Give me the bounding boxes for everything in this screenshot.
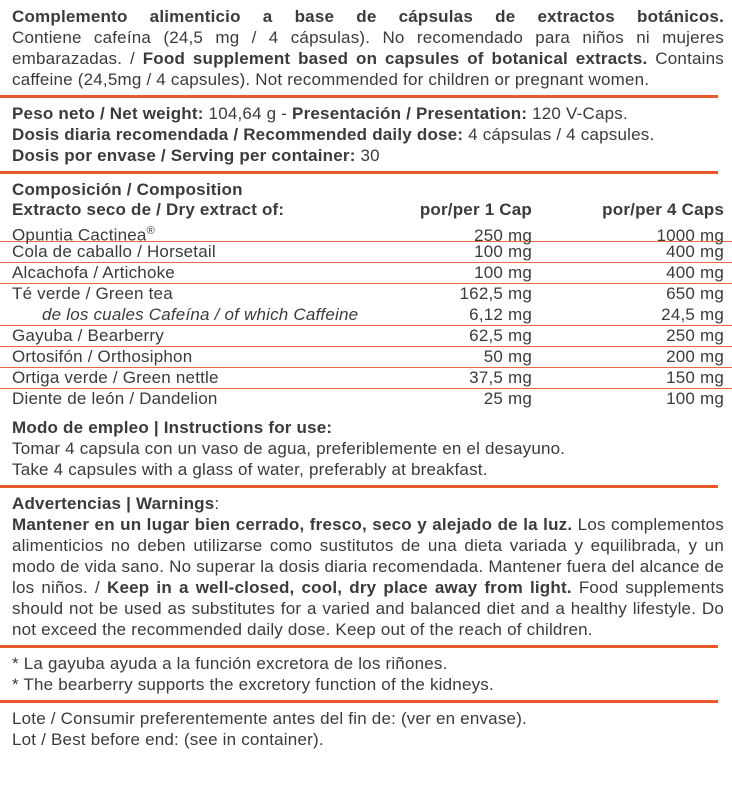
warnings-es-bold: Mantener en un lugar bien cerrado, fresco, seco y alejado de la luz. <box>12 515 573 534</box>
ingredient-name: Alcachofa / Artichoke <box>12 263 175 282</box>
daily-dose-value: 4 cápsulas / 4 capsules. <box>463 125 655 144</box>
instructions-section <box>0 417 732 480</box>
section-divider <box>0 171 718 174</box>
warnings-section <box>0 493 732 640</box>
warnings-es-body: Los complementos alimenticios no deben utilizarse como sustitutos de una dieta variada y equilibrada, y un modo de vida sano. No superar la dosis diaria recomendada. Mantener fuera del alcance de los niños. / <box>12 515 724 597</box>
section-divider <box>0 95 718 98</box>
instructions-line-es: Tomar 4 capsula con un vaso de agua, preferiblemente en el desayuno. <box>12 439 566 458</box>
ingredient-name: de los cuales Cafeína / of which Caffeine <box>42 305 359 324</box>
section-divider <box>0 700 718 703</box>
ingredient-name: Ortosifón / Orthosiphon <box>12 347 193 366</box>
warnings-en-bold: Keep in a well-closed, cool, dry place away from light. <box>107 578 572 597</box>
lot-section <box>0 708 732 750</box>
servings-value: 30 <box>355 146 380 165</box>
ingredient-name: Cola de caballo / Horsetail <box>12 242 216 261</box>
amount-per-1cap: 6,12 mg <box>469 305 532 324</box>
column-header-ingredient: Extracto seco de / Dry extract of: <box>12 200 285 219</box>
table-row <box>0 326 732 347</box>
table-row <box>0 347 732 368</box>
net-weight-value: 104,64 g - <box>203 104 293 123</box>
warnings-title: Advertencias | Warnings: <box>12 494 220 513</box>
table-row <box>0 368 732 389</box>
servings-line <box>12 145 724 166</box>
amount-per-1cap: 250 mg <box>474 225 532 245</box>
registered-trademark-symbol: ® <box>146 225 155 237</box>
table-row <box>0 263 732 284</box>
intro-body-en: Contains caffeine (24,5mg / 4 capsules). Not recommended for children or pregnant women. <box>12 49 724 89</box>
instructions-line-en: Take 4 capsules with a glass of water, preferably at breakfast. <box>12 460 488 479</box>
section-divider <box>0 485 718 488</box>
amount-per-1cap: 62,5 mg <box>469 326 532 345</box>
amount-per-4caps: 650 mg <box>666 284 724 303</box>
intro-headline-es: Complemento alimenticio a base de cápsulas de extractos botánicos. <box>12 7 724 26</box>
intro-paragraph <box>0 6 732 90</box>
warnings-en-body: Food supplements should not be used as substitutes for a varied and balanced diet and a healthy lifestyle. Do not exceed the recommended daily dose. Keep out of the reach of children. <box>12 578 725 639</box>
ingredient-name: Diente de león / Dandelion <box>12 389 218 408</box>
composition-table <box>0 179 732 410</box>
column-header-per1cap: por/per 1 Cap <box>419 200 532 219</box>
footnotes-section <box>0 653 732 695</box>
amount-per-1cap: 100 mg <box>474 242 532 261</box>
section-divider <box>0 645 718 648</box>
lot-line-es: Lote / Consumir preferentemente antes del fin de: (ver en envase). <box>12 709 527 728</box>
amount-per-1cap: 25 mg <box>483 389 532 408</box>
lot-line-en: Lot / Best before end: (see in container). <box>12 730 324 749</box>
net-weight-line <box>12 103 724 124</box>
column-header-per4caps: por/per 4 Caps <box>602 200 724 219</box>
ingredient-name: Gayuba / Bearberry <box>12 326 164 345</box>
table-row <box>0 242 732 263</box>
footnote-en: * The bearberry supports the excretory function of the kidneys. <box>12 675 494 694</box>
amount-per-4caps: 150 mg <box>666 368 724 387</box>
composition-title: Composición / Composition <box>12 180 243 199</box>
instructions-title: Modo de empleo | Instructions for use: <box>12 418 333 437</box>
daily-dose-line <box>12 124 724 145</box>
presentation-label: Presentación / Presentation: <box>292 104 528 123</box>
net-weight-label: Peso neto / Net weight: <box>12 104 204 123</box>
product-specs <box>0 103 732 166</box>
amount-per-1cap: 100 mg <box>474 263 532 282</box>
composition-rows <box>0 221 732 410</box>
table-row <box>0 389 732 410</box>
table-row <box>0 221 732 245</box>
ingredient-name: Té verde / Green tea <box>12 284 173 303</box>
ingredient-name: Ortiga verde / Green nettle <box>12 368 219 387</box>
composition-header-row <box>0 200 732 221</box>
amount-per-1cap: 162,5 mg <box>459 284 532 303</box>
table-row <box>0 305 732 326</box>
amount-per-1cap: 50 mg <box>483 347 532 366</box>
ingredient-name: Opuntia Cactinea® <box>12 225 155 245</box>
amount-per-4caps: 200 mg <box>666 347 724 366</box>
amount-per-4caps: 24,5 mg <box>661 305 724 324</box>
daily-dose-label: Dosis diaria recomendada / Recommended daily dose: <box>12 125 464 144</box>
amount-per-4caps: 100 mg <box>666 389 724 408</box>
warnings-paragraph <box>12 514 724 640</box>
amount-per-4caps: 1000 mg <box>656 225 724 245</box>
amount-per-1cap: 37,5 mg <box>469 368 532 387</box>
amount-per-4caps: 400 mg <box>666 263 724 282</box>
intro-body-es: Contiene cafeína (24,5 mg / 4 cápsulas). No recomendado para niños ni mujeres embarazadas. / <box>12 28 724 68</box>
amount-per-4caps: 250 mg <box>666 326 724 345</box>
presentation-value: 120 V-Caps. <box>527 104 628 123</box>
intro-headline-en: Food supplement based on capsules of botanical extracts. <box>142 49 648 68</box>
footnote-es: * La gayuba ayuda a la función excretora de los riñones. <box>12 654 448 673</box>
amount-per-4caps: 400 mg <box>666 242 724 261</box>
servings-label: Dosis por envase / Serving per container: <box>12 146 356 165</box>
table-row <box>0 284 732 305</box>
